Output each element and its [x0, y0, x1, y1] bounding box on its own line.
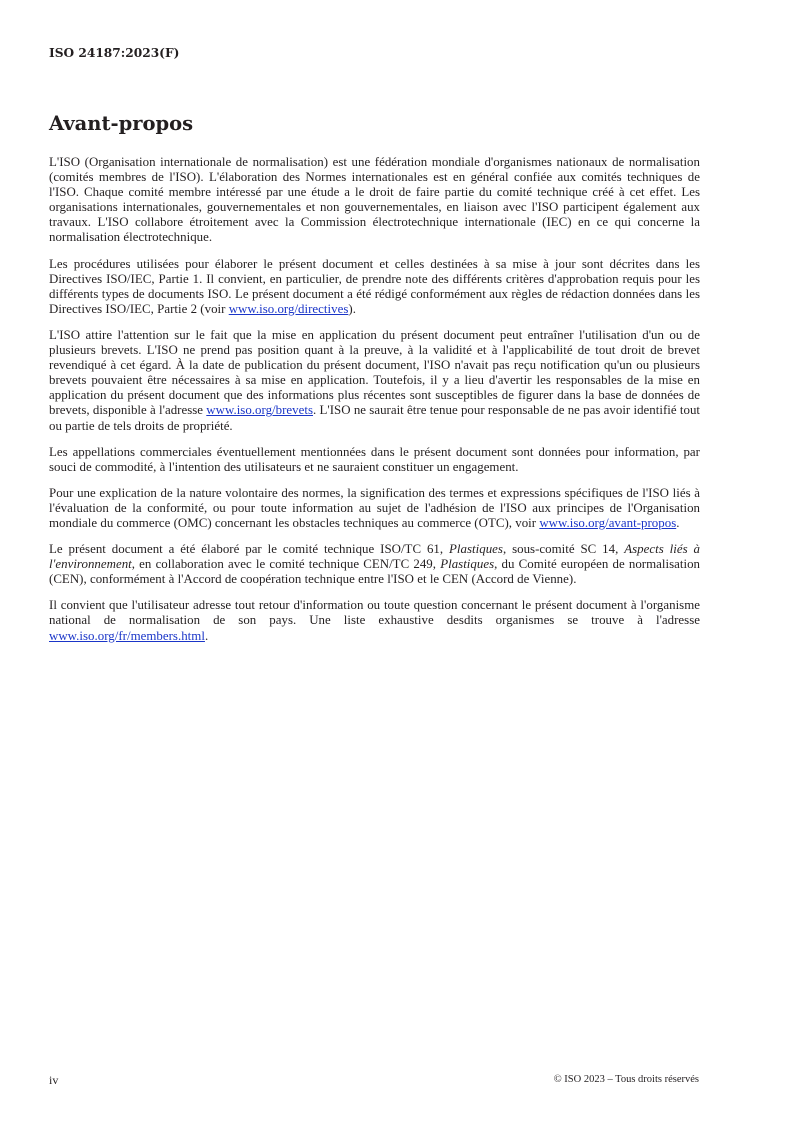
link-brevets[interactable]: www.iso.org/brevets — [206, 403, 314, 418]
paragraph-feedback — [49, 598, 700, 643]
paragraph-iso-intro: L'ISO (Organisation internationale de normalisation) est une fédération mondiale d'organismes nationaux de normalisation (comités membres de l'ISO). L'élaboration des Normes internationales est en général confiée aux comités techniques de l'ISO. Chaque comité membre intéressé par une étude a le droit de faire partie du comité technique créé à cet effet. Les organisations internationales, gouvernementales et non gouvernementales, en liaison avec l'ISO participent également aux travaux. L'ISO collabore étroitement avec la Commission électrotechnique internationale (IEC) en ce qui concerne la normalisation électrotechnique. — [49, 155, 700, 245]
link-avant-propos[interactable]: www.iso.org/avant-propos — [539, 515, 677, 530]
paragraph-text: , du Comité européen de normalisation (CEN), conformément à l'Accord de coopération technique entre l'ISO et le CEN (Accord de Vienne). — [49, 557, 701, 587]
paragraph-text: L'ISO attire l'attention sur le fait que la mise en application du présent document peut entraîner l'utilisation d'un ou de plusieurs brevets. L'ISO ne prend pas position quant à la preuve, à la validité et à l'applicabilité de tout droit de brevet revendiqué à cet égard. À la date de publication du présent document, l'ISO n'avait pas reçu notification qu'un ou plusieurs brevets pouvaient être nécessaires à sa mise en application. Toutefois, il y a lieu d'avertir les responsables de la mise en application du présent document que des informations plus récentes sont susceptibles de figurer dans la base de données de brevets, disponible à l'adresse — [49, 327, 700, 418]
paragraph-committee — [49, 542, 700, 587]
link-members[interactable]: www.iso.org/fr/members.html — [49, 628, 205, 643]
page-number: iv — [49, 1073, 59, 1087]
body-text — [49, 155, 700, 655]
link-directives[interactable]: www.iso.org/directives — [228, 301, 349, 316]
italic-committee-name: Plastiques — [449, 542, 503, 557]
paragraph-trade-names: Les appellations commerciales éventuellement mentionnées dans le présent document sont données pour information, par souci de commodité, à l'intention des utilisateurs et ne sauraient constituer un engagement. — [49, 444, 700, 474]
paragraph-text: ). — [348, 301, 356, 316]
paragraph-text: , sous-comité SC 14, — [502, 542, 625, 557]
paragraph-text: Les procédures utilisées pour élaborer le présent document et celles destinées à sa mise à jour sont décrites dans les Directives ISO/IEC, Partie 1. Il convient, en particulier, de prendre note des différents critères d'approbation requis pour les différents types de documents ISO. Le présent document a été rédigé conformément aux règles de rédaction données dans les Directives ISO/IEC, Partie 2 (voir — [49, 256, 700, 316]
italic-cen-committee-name: Plastiques — [440, 557, 495, 572]
paragraph-text: Le présent document a été élaboré par le comité technique ISO/TC 61, — [49, 542, 450, 557]
paragraph-voluntary-nature — [49, 486, 700, 531]
paragraph-procedures — [49, 257, 700, 317]
paragraph-text: Pour une explication de la nature volontaire des normes, la signification des termes et expressions spécifiques de l'ISO liés à l'évaluation de la conformité, ou pour toute information au sujet de l'adhésion de l'ISO aux principes de l'Organisation mondiale du commerce (OMC) concernant les obstacles techniques au commerce (OTC), voir — [49, 485, 700, 530]
document-identifier: ISO 24187:2023(F) — [49, 46, 180, 60]
paragraph-text: , en collaboration avec le comité technique CEN/TC 249, — [131, 557, 441, 572]
italic-subcommittee-name: Aspects liés à l'environnement — [49, 542, 700, 572]
copyright-notice: © ISO 2023 – Tous droits réservés — [553, 1074, 699, 1085]
paragraph-text: . — [204, 628, 209, 643]
paragraph-patents — [49, 328, 700, 434]
section-title: Avant-propos — [49, 112, 194, 135]
paragraph-text: . L'ISO ne saurait être tenue pour responsable de ne pas avoir identifié tout ou partie de tels droits de propriété. — [49, 403, 701, 433]
paragraph-text: Il convient que l'utilisateur adresse tout retour d'information ou toute question concernant le présent document à l'organisme national de normalisation de son pays. Une liste exhaustive desdits organismes se trouve à l'adresse — [49, 598, 700, 628]
paragraph-text: . — [676, 515, 680, 530]
